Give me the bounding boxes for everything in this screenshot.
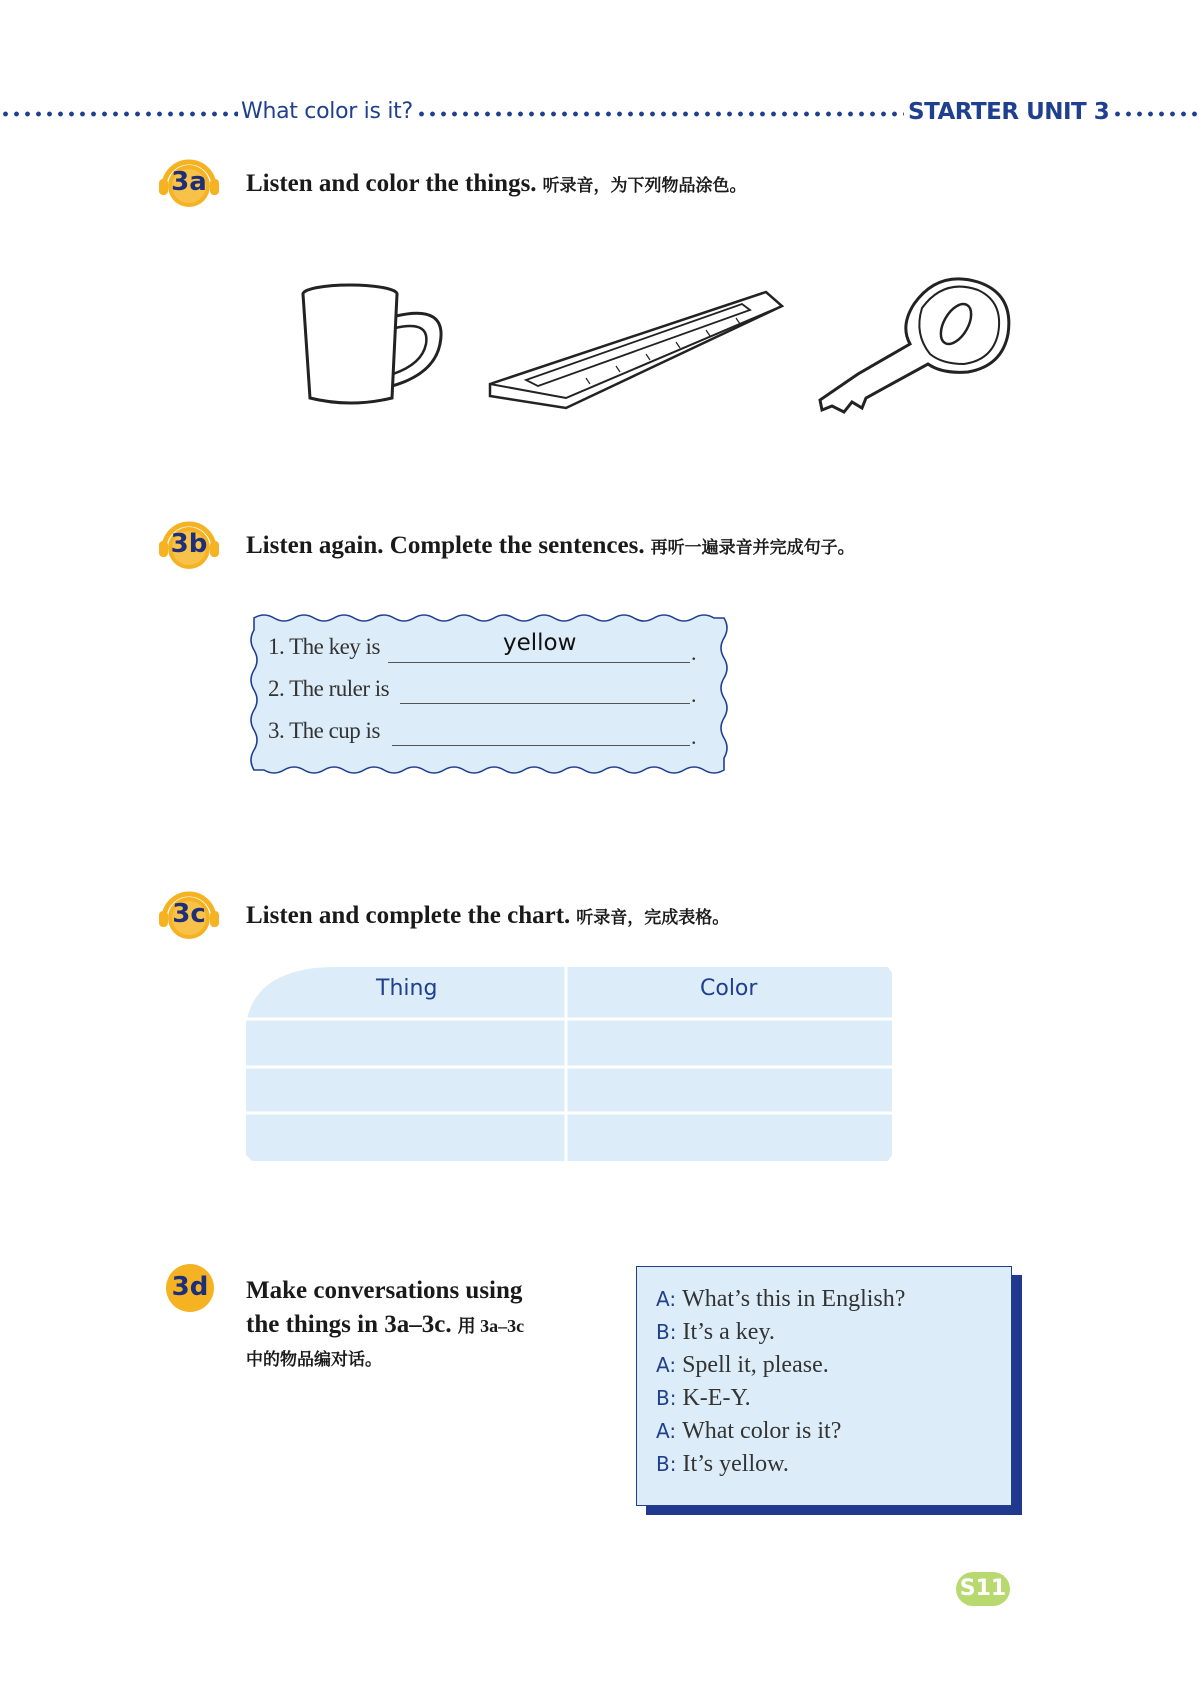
sentence-3: 3. The cup is [268, 718, 380, 743]
badge-3d [164, 1262, 226, 1324]
badge-label: 3a [171, 167, 207, 197]
conversation-line: B: It’s yellow. [656, 1451, 789, 1477]
chart-cell[interactable] [570, 1116, 892, 1158]
badge-label: 3c [172, 899, 206, 929]
badge-3c [158, 885, 220, 947]
section-3d-title-cn: 中的物品编对话。 [246, 1350, 382, 1369]
sentence-1: 1. The key is [268, 634, 380, 659]
column-header-color: Color [700, 976, 758, 1001]
chart-cell[interactable] [248, 1070, 564, 1112]
unit-subtitle: What color is it? [241, 99, 413, 124]
ruler-illustration [486, 288, 788, 412]
answer-1: yellow [503, 630, 577, 656]
section-3b-title: Listen again. Complete the sentences. 再听一遍录音并完成句子。 [246, 532, 855, 559]
period: . [691, 640, 697, 665]
section-3a-title: Listen and color the things. 听录音，为下列物品涂色。 [246, 170, 747, 197]
conversation-line: A: Spell it, please. [656, 1352, 829, 1378]
conversation-line: B: It’s a key. [656, 1319, 775, 1345]
cup-illustration [300, 282, 460, 410]
period: . [691, 724, 697, 749]
period: . [691, 682, 697, 707]
blank-3[interactable] [392, 745, 690, 746]
section-3d-title-line2: the things in 3a–3c. 用 3a–3c [246, 1311, 525, 1338]
unit-title: STARTER UNIT 3 [908, 99, 1110, 125]
header-dots-middle [416, 111, 904, 117]
chart-cell[interactable] [248, 1022, 564, 1064]
badge-3a [158, 153, 220, 215]
header-dots-right [1112, 111, 1199, 117]
conversation-line: B: K-E-Y. [656, 1385, 751, 1411]
key-illustration [818, 268, 1014, 418]
header-dots-left [0, 111, 238, 117]
chart-cell[interactable] [570, 1070, 892, 1112]
badge-label: 3b [170, 529, 208, 559]
chart-cell[interactable] [570, 1022, 892, 1064]
sentence-2: 2. The ruler is [268, 676, 390, 701]
section-3c-title: Listen and complete the chart. 听录音，完成表格。 [246, 902, 730, 929]
blank-1[interactable] [388, 662, 690, 663]
badge-3b [158, 515, 220, 577]
badge-label: 3d [171, 1272, 209, 1302]
chart-cell[interactable] [248, 1116, 564, 1158]
conversation-line: A: What’s this in English? [656, 1286, 906, 1312]
column-header-thing: Thing [376, 976, 438, 1001]
conversation-line: A: What color is it? [656, 1418, 842, 1444]
section-3d-title-line1: Make conversations using [246, 1277, 523, 1304]
blank-2[interactable] [400, 703, 690, 704]
page-number: S11 [956, 1572, 1010, 1606]
